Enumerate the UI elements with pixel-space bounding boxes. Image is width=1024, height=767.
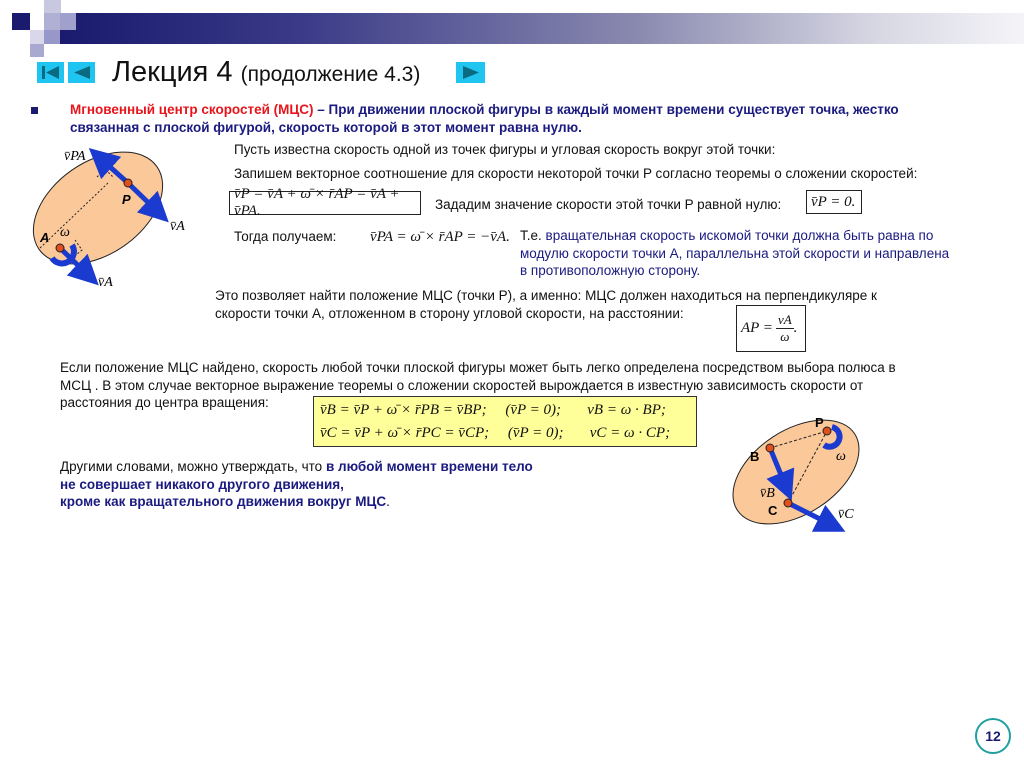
paragraph-1: Пусть известна скорость одной из точек фигуры и угловая скорость вокруг этой точки: (234, 142, 776, 157)
paragraph-4: Тогда получаем: (234, 229, 337, 244)
next-slide-button[interactable] (456, 62, 485, 83)
label-omega: ω (836, 449, 846, 464)
point-a (56, 244, 64, 252)
decor-square (30, 44, 44, 57)
point-c (784, 499, 792, 507)
label-a: A (40, 230, 50, 245)
formula-box-velocity-p (229, 186, 421, 219)
decor-square (60, 13, 76, 30)
title-sub: (продолжение 4.3) (240, 63, 421, 86)
point-p (124, 179, 132, 187)
label-b: B (750, 449, 760, 464)
label-p: P (122, 192, 131, 207)
label-vpa: v̄PA (64, 149, 86, 164)
te-line-2: модулю скорости точки А, параллельна этой скорости и направлена (520, 246, 950, 261)
label-va: v̄A (170, 219, 185, 234)
conclusion-dot: . (386, 494, 390, 509)
formula-vc: v̄C = v̄P + ω̄ × r̄PC = v̄CP; (v̄P = 0); vC = ω · CP; (320, 425, 671, 441)
paragraph-2: Запишем векторное соотношение для скорости некоторой точки P согласно теоремы о сложении скоростей: (234, 166, 918, 181)
page-number: 12 (985, 728, 1001, 744)
diagram-right (720, 405, 890, 540)
label-va: v̄A (98, 275, 113, 290)
definition-line-2: связанная с плоской фигурой, скорость которой в этот момент равна нулю. (70, 120, 582, 135)
decor-square (30, 30, 44, 44)
conclusion-text: Другими словами, можно утверждать, что (60, 459, 326, 474)
formula-box-yellow (313, 396, 697, 447)
paragraph-6-line-2: МСЦ . В этом случае векторное выражение теоремы о сложении скоростей вырождается в известную зависимость скорости от (60, 378, 864, 393)
paragraph-6-line-1: Если положение МЦС найдено, скорость любой точки плоской фигуры может быть легко определена посредством выбора полюса в (60, 360, 896, 375)
formula-text: v̄P = 0. (811, 193, 856, 210)
point-b (766, 444, 774, 452)
point-p (823, 427, 831, 435)
label-vc: v̄C (838, 507, 854, 522)
formula-vb: v̄B = v̄P + ω̄ × r̄PB = v̄BP; (v̄P = 0); vB = ω · BP; (320, 402, 666, 418)
page-number-badge (975, 718, 1011, 754)
paragraph-6-line-3: расстояния до центра вращения: (60, 395, 269, 410)
label-vb: v̄B (760, 486, 775, 501)
skip-back-icon (37, 62, 64, 83)
conclusion-line-3 (60, 494, 390, 509)
te-line-1 (520, 228, 933, 243)
formula-text: v̄P = v̄A + ω̄ × r̄AP = v̄A + v̄PA. (234, 186, 400, 219)
definition-line-1 (70, 102, 899, 117)
paragraph-5-line-1: Это позволяет найти положение МЦС (точки P), а именно: МЦС должен находиться на перпендикуляре к (215, 288, 877, 303)
conclusion-line-1 (60, 459, 533, 474)
te-label: Т.е. (520, 228, 546, 243)
te-line-3: в противоположную сторону. (520, 263, 701, 278)
formula-box-vp-zero (806, 190, 862, 214)
te-text: вращательная скорость искомой точки должна быть равна по (545, 228, 934, 243)
formula-lhs: AP = (741, 320, 773, 336)
first-slide-button[interactable] (37, 62, 64, 83)
decor-square (44, 30, 60, 44)
paragraph-3: Зададим значение скорости этой точки P равной нулю: (435, 197, 782, 212)
page-title (112, 56, 420, 89)
paragraph-5-line-2: скорости точки A, отложенном в сторону угловой скорости, на расстоянии: (215, 306, 684, 321)
label-p: P (815, 415, 824, 430)
bullet-icon (31, 107, 38, 114)
definition-text: – При движении плоской фигуры в каждый момент времени существует точка, жестко (313, 102, 899, 117)
diagram-left (20, 140, 210, 300)
triangle-left-icon (68, 62, 95, 83)
decor-square (44, 13, 61, 30)
definition-term: Мгновенный центр скоростей (МЦС) (70, 102, 314, 117)
previous-slide-button[interactable] (68, 62, 95, 83)
title-main: Лекция 4 (112, 56, 241, 88)
rigid-body-ellipse (720, 405, 878, 540)
conclusion-emphasis: кроме как вращательного движения вокруг МЦС (60, 494, 387, 509)
decor-square (44, 0, 61, 13)
conclusion-line-2: не совершает никакого другого движения, (60, 477, 344, 492)
formula-vpa: v̄PA = ω̄ × r̄AP = −v̄A. (370, 229, 510, 245)
label-omega: ω (60, 225, 70, 240)
header-bar (60, 13, 1024, 44)
label-c: C (768, 503, 778, 518)
decor-square (12, 13, 30, 30)
fraction-denominator: ω (780, 329, 790, 344)
triangle-right-icon (456, 62, 485, 83)
fraction-numerator: vA (777, 312, 792, 327)
conclusion-emphasis: в любой момент времени тело (325, 459, 533, 474)
formula-box-ap: AP = $\frac{vA}{\omega}$ . (736, 305, 806, 352)
fraction (776, 312, 794, 345)
